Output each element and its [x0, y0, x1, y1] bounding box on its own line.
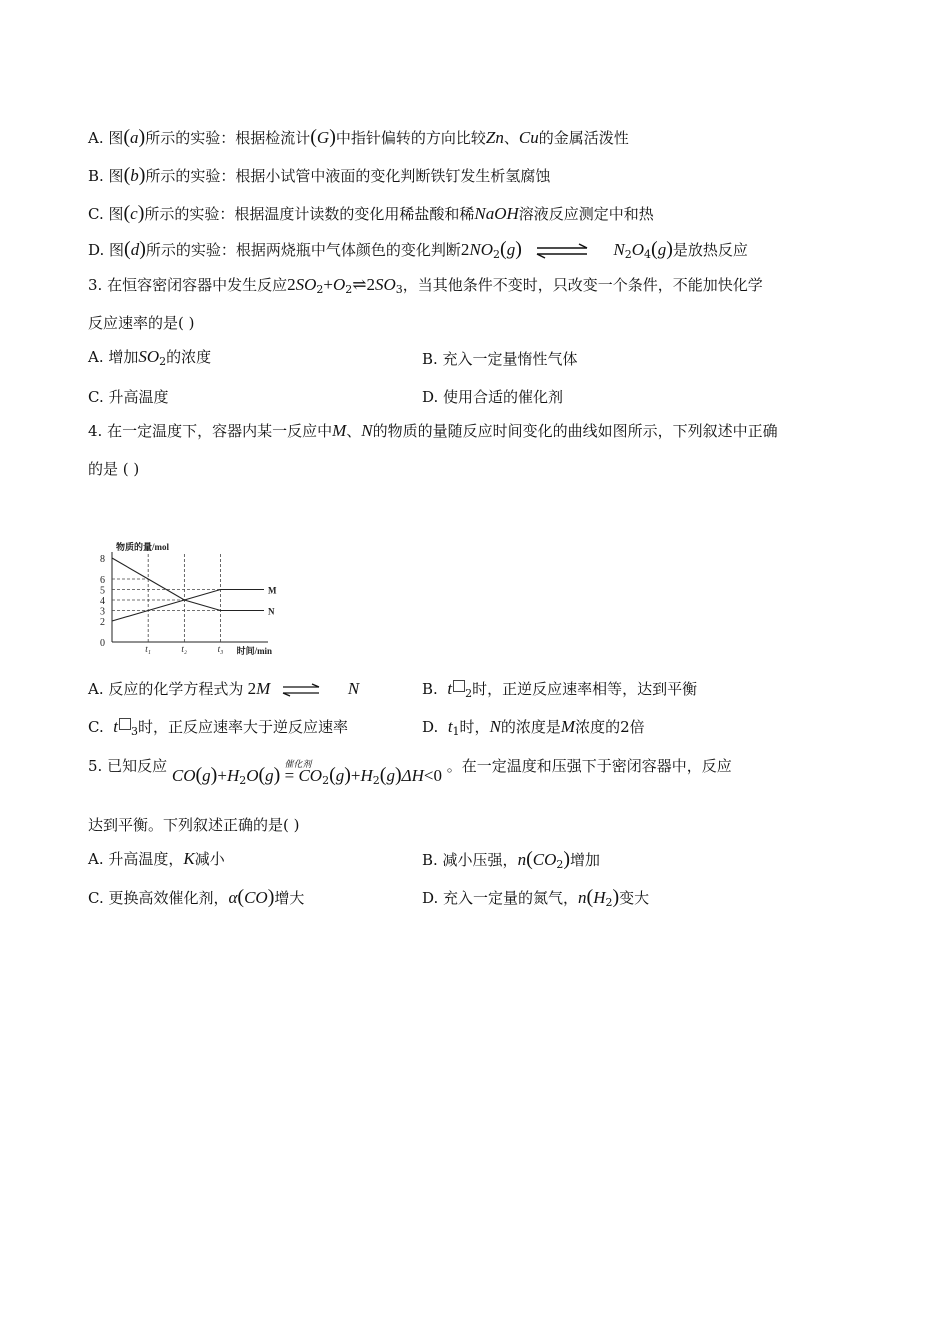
series-label-M: M — [268, 585, 277, 596]
y-axis-label: 物质的量/mol — [116, 542, 169, 552]
equilibrium-arrow-icon — [279, 684, 323, 696]
placeholder-box-icon — [119, 718, 131, 730]
q3-option-b: B. 充入一定量惰性气体 — [422, 350, 578, 368]
mole-time-chart — [92, 540, 277, 658]
q3-stem: 3. 在恒容密闭容器中发生反应$2SO_2+O_2\rightleftharpoons 2SO_3$，当其他条件不变时，只改变一个条件，不能加快化学 — [88, 275, 763, 296]
q5-stem: 5. 已知反应 $CO(g)+H_2O(g)$ 催化剂 = $CO_2(g)+H_2(g)\Delta H<0$ 。在一定温度和压强下于密闭容器中，反应 — [88, 757, 732, 787]
y-tick-label: 3 — [100, 606, 105, 618]
y-tick-label: 5 — [100, 585, 105, 597]
q3-stem-line2: 反应速率的是( ) — [88, 314, 195, 332]
q2-option-a: A. 图(a)所示的实验：根据检流计(G)中指针偏转的方向比较Zn、Cu的金属活泼性 — [88, 126, 629, 148]
q4-option-d: D. $t_1$时，N的浓度是M浓度的2倍 — [422, 717, 645, 738]
q5-option-b: B. 减小压强，$n(CO_2)$增加 — [422, 848, 601, 871]
series-line-N — [112, 558, 264, 611]
q4-option-a: A. 反应的化学方程式为 2M N — [88, 679, 360, 698]
series-label-N: N — [268, 606, 275, 617]
x-tick-label: t₃ — [217, 644, 224, 654]
x-axis-label: 时间/min — [236, 646, 273, 656]
q4-option-b: B. t $_2$时，正逆反应速率相等，达到平衡 — [422, 679, 698, 700]
y-tick-label: 8 — [100, 554, 105, 565]
q4-option-c: C. t $_3$时，正反应速率大于逆反应速率 — [88, 717, 349, 738]
q5-stem-line2: 达到平衡。下列叙述正确的是( ) — [88, 816, 300, 834]
equilibrium-arrow-icon — [531, 244, 593, 258]
y-tick-label: 4 — [100, 596, 105, 607]
q4-stem-line2: 的是 ( ) — [88, 460, 140, 478]
x-tick-label: t₂ — [181, 644, 188, 654]
q2-option-b: B. 图(b)所示的实验：根据小试管中液面的变化判断铁钉发生析氢腐蚀 — [88, 164, 551, 186]
series-line-M — [112, 590, 264, 622]
y-tick-label: 2 — [100, 617, 105, 628]
q4-stem: 4. 在一定温度下，容器内某一反应中M、N的物质的量随反应时间变化的曲线如图所示，下列叙述中正确 — [88, 421, 778, 440]
q3-option-c: C. 升高温度 — [88, 388, 169, 406]
q5-option-a: A. 升高温度，K减小 — [88, 849, 225, 868]
q3-option-d: D. 使用合适的催化剂 — [422, 388, 564, 406]
placeholder-box-icon — [453, 680, 465, 692]
y-tick-label: 0 — [100, 638, 105, 649]
q2-option-c: C. 图(c)所示的实验：根据温度计读数的变化用稀盐酸和稀NaOH溶液反应测定中和热 — [88, 202, 654, 224]
q3-option-a: A. 增加$SO_2$的浓度 — [88, 347, 212, 368]
y-tick-label: 6 — [100, 575, 105, 586]
q2-option-d: D. 图(d)所示的实验：根据两烧瓶中气体颜色的变化判断$2NO_2(g)$ $N_2O_4(g)$是放热反应 — [88, 238, 748, 261]
q5-option-c: C. 更换高效催化剂，α(CO)增大 — [88, 886, 305, 908]
q5-option-d: D. 充入一定量的氮气，$n(H_2)$变大 — [422, 886, 650, 909]
x-tick-label: t₁ — [145, 644, 151, 654]
